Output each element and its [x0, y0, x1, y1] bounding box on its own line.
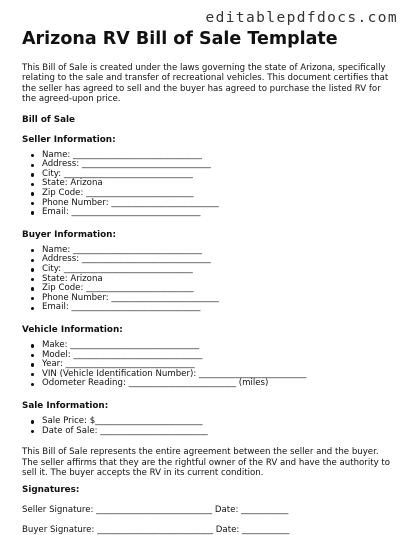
signatures-heading: Signatures:: [22, 485, 80, 496]
watermark: editablepdfdocs.com: [205, 10, 398, 26]
document-page: [22, 28, 394, 535]
buyer-address-field: Address: ______________________________: [42, 255, 394, 265]
sale-price-field: Sale Price: $_________________________: [42, 417, 394, 427]
seller-state-field: State: Arizona: [42, 179, 394, 189]
buyer-zip-field: Zip Code: _________________________: [42, 284, 394, 294]
seller-email-field: Email: ______________________________: [42, 208, 394, 218]
sale-heading: Sale Information:: [22, 400, 109, 411]
buyer-heading: Buyer Information:: [22, 229, 116, 240]
seller-zip-field: Zip Code: _________________________: [42, 189, 394, 199]
seller-address-field: Address: ______________________________: [42, 160, 394, 170]
vehicle-year-field: Year: ______________________________: [42, 360, 394, 370]
seller-signature-line: Seller Signature: ___________________________ Date: ___________: [22, 505, 289, 516]
seller-list: [22, 151, 394, 218]
buyer-email-field: Email: ______________________________: [42, 303, 394, 313]
document-title: Arizona RV Bill of Sale Template: [22, 29, 338, 49]
intro-paragraph: This Bill of Sale is created under the laws governing the state of Arizona, specifically relating to the sale and transfer of recreational vehicles. This document certifies that the seller has agreed to sell and the buyer has agreed to purchase the listed RV for the agreed-upon price.: [22, 63, 389, 105]
seller-city-field: City: ______________________________: [42, 170, 394, 180]
vehicle-heading: Vehicle Information:: [22, 324, 123, 335]
vehicle-list: [22, 341, 394, 389]
buyer-city-field: City: ______________________________: [42, 265, 394, 275]
buyer-state-field: State: Arizona: [42, 275, 394, 285]
vehicle-model-field: Model: ______________________________: [42, 351, 394, 361]
agreement-paragraph: This Bill of Sale represents the entire agreement between the seller and the buyer. The seller affirms that they are the rightful owner of the RV and have the authority to sell it. The buyer accepts the RV in its current condition.: [22, 447, 391, 478]
buyer-list: [22, 246, 394, 313]
vehicle-odometer-field: Odometer Reading: _________________________ (miles): [42, 379, 394, 389]
seller-heading: Seller Information:: [22, 134, 116, 145]
buyer-name-field: Name: ______________________________: [42, 246, 394, 256]
vehicle-vin-field: VIN (Vehicle Identification Number): _________________________: [42, 370, 394, 380]
sale-list: [22, 417, 394, 436]
seller-name-field: Name: ______________________________: [42, 151, 394, 161]
buyer-signature-line: Buyer Signature: ___________________________ Date: ___________: [22, 525, 290, 535]
seller-phone-field: Phone Number: _________________________: [42, 199, 394, 209]
buyer-phone-field: Phone Number: _________________________: [42, 294, 394, 304]
bill-of-sale-heading: Bill of Sale: [22, 114, 76, 125]
sale-date-field: Date of Sale: _________________________: [42, 427, 394, 437]
vehicle-make-field: Make: ______________________________: [42, 341, 394, 351]
